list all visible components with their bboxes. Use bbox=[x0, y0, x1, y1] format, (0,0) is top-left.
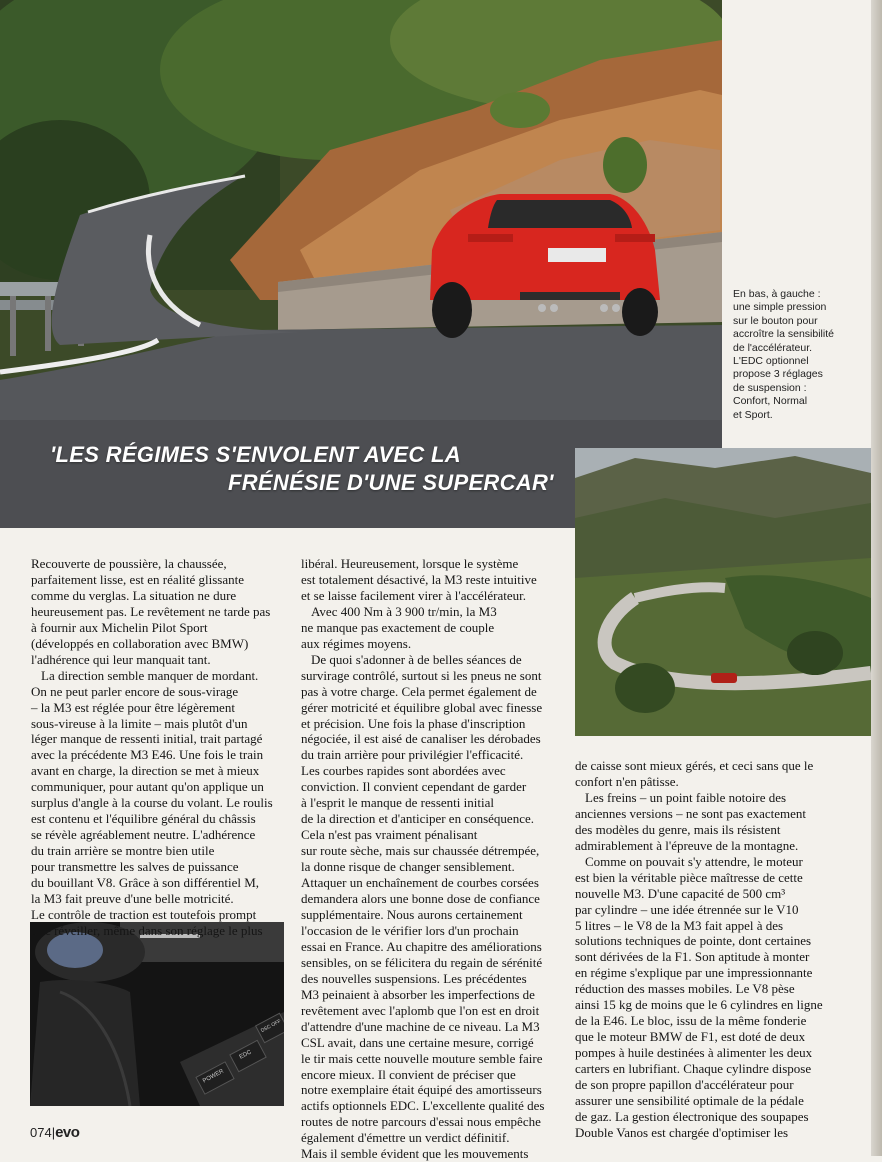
text-line: de la E46. Le bloc, issu de la même fonderie bbox=[575, 1013, 807, 1029]
text-line: des nouvelles suspensions. Les précédentes bbox=[301, 970, 527, 986]
text-line: revêtement avec l'aplomb que l'on est en droit bbox=[301, 1002, 540, 1018]
text-line: pompes à huile destinées à alimenter les deux bbox=[575, 1045, 813, 1061]
text-line: est totalement désactivé, la M3 reste intuitive bbox=[301, 571, 537, 587]
text-line: à se réveiller, même dans son réglage le plus bbox=[31, 922, 263, 938]
caption-line: de l'accélérateur. bbox=[733, 341, 813, 354]
article-column-2 bbox=[301, 556, 567, 1162]
landscape-photo-art bbox=[575, 448, 871, 736]
text-line: surplus d'angle à la course du volant. Le roulis bbox=[31, 795, 273, 811]
text-line: d'attendre d'une machine de ce niveau. La M3 bbox=[301, 1018, 540, 1034]
text-line: sous-vireuse à la limite – mais plutôt d'un bbox=[31, 715, 248, 731]
text-line: à fournir aux Michelin Pilot Sport bbox=[31, 619, 208, 635]
text-line: admirablement à l'épreuve de la montagne. bbox=[575, 837, 799, 853]
text-line: M3 peinaient à absorber les imperfections de bbox=[301, 986, 535, 1002]
text-line: le tir mais cette nouvelle mouture semble faire bbox=[301, 1050, 543, 1066]
text-line: libéral. Heureusement, lorsque le système bbox=[301, 556, 519, 571]
text-line: essai en France. Au chapitre des améliorations bbox=[301, 938, 542, 954]
text-line: routes de notre parcours d'essai nous empêche bbox=[301, 1114, 541, 1130]
text-line: nouvelle M3. D'une capacité de 500 cm³ bbox=[575, 885, 786, 901]
landscape-photo bbox=[575, 448, 871, 736]
text-line: 5 litres – le V8 de la M3 fait appel à des bbox=[575, 917, 784, 933]
caption-line: une simple pression bbox=[733, 301, 827, 314]
text-line: gérer motricité et équilibre global avec finesse bbox=[301, 699, 543, 715]
photo-caption bbox=[733, 288, 853, 422]
caption-line: sur le bouton pour bbox=[733, 314, 818, 327]
text-line: solutions techniques de pointe, dont certaines bbox=[575, 933, 812, 949]
text-line: Les courbes rapides sont abordées avec bbox=[301, 763, 506, 779]
text-line: du bouillant V8. Grâce à son différentiel M, bbox=[31, 875, 260, 891]
text-line: Attaquer un enchaînement de courbes corsées bbox=[301, 875, 539, 891]
text-line: – la M3 est réglée pour être légèrement bbox=[31, 699, 235, 715]
text-line: Les freins – un point faible notoire des bbox=[585, 789, 787, 805]
text-line: avant en charge, la direction se met à mieux bbox=[31, 763, 260, 779]
pull-quote-line-1: 'LES RÉGIMES S'ENVOLENT AVEC LA bbox=[50, 442, 461, 467]
text-line: de son propre papillon d'accélérateur pour bbox=[575, 1077, 794, 1093]
text-line: actifs optionnels EDC. L'excellente qualité des bbox=[301, 1098, 545, 1114]
text-line: et précision. Une fois la phase d'inscription bbox=[301, 715, 526, 731]
text-line: est contenu et l'équilibre général du châssis bbox=[31, 811, 256, 827]
text-line: ainsi 15 kg de moins que le 6 cylindres en ligne bbox=[575, 997, 823, 1013]
caption-line: L'EDC optionnel bbox=[733, 355, 809, 368]
text-line: par cylindre – une idée étrennée sur le V10 bbox=[575, 901, 799, 917]
text-line: avec la précédente M3 E46. Une fois le train bbox=[31, 747, 264, 763]
text-line: et se laisse facilement virer à l'accélérateur. bbox=[301, 587, 527, 603]
text-line: encore mieux. Il convient de préciser que bbox=[301, 1066, 516, 1082]
text-line: anciennes versions – ne sont pas exactement bbox=[575, 805, 807, 821]
text-line: survirage contrôlé, surtout si les pneus ne sont bbox=[301, 667, 542, 683]
caption-line: propose 3 réglages bbox=[733, 368, 823, 381]
caption-line: de suspension : bbox=[733, 381, 807, 394]
text-line: l'occasion de le vérifier lors d'un prochain bbox=[301, 922, 519, 938]
text-line: à l'esprit le manque de ressenti initial bbox=[301, 795, 494, 811]
text-line: supplémentaire. Nous aurons certainement bbox=[301, 906, 523, 922]
text-line: négociée, il est aisé de canaliser les dérobades bbox=[301, 731, 541, 747]
text-line: l'adhérence qui leur manquait tant. bbox=[31, 651, 211, 667]
text-line: notre exemplaire était équipé des amortisseurs bbox=[301, 1082, 542, 1098]
magazine-logo: evo bbox=[55, 1124, 80, 1141]
text-line: du train arrière se montre bien utile bbox=[31, 843, 215, 859]
text-line: CSL avait, dans une certaine mesure, corrigé bbox=[301, 1034, 534, 1050]
text-line: de gaz. La gestion électronique des soupapes bbox=[575, 1108, 809, 1124]
page-number: 074 bbox=[30, 1125, 52, 1140]
text-line: Double Vanos est chargée d'optimiser les bbox=[575, 1124, 789, 1140]
text-line: de caisse sont mieux gérés, et ceci sans que le bbox=[575, 758, 814, 773]
text-line: léger manque de ressenti initial, trait partagé bbox=[31, 731, 263, 747]
text-line: assurer une sensibilité optimale de la pédale bbox=[575, 1093, 804, 1109]
gear-console-art bbox=[30, 922, 284, 1106]
article-column-1 bbox=[31, 556, 293, 939]
dsc-off-button-label: DSC OFF bbox=[259, 1018, 283, 1035]
text-line: (développés en collaboration avec BMW) bbox=[31, 635, 249, 651]
text-line: des modèles du genre, mais ils résistent bbox=[575, 821, 781, 837]
page-folio bbox=[30, 1124, 79, 1141]
text-line: que le moteur BMW de F1, est doté de deux bbox=[575, 1029, 806, 1045]
text-line: sur route sèche, mais sur chaussée détrempée, bbox=[301, 843, 540, 859]
text-line: se révèle agréablement neutre. L'adhérence bbox=[31, 827, 256, 843]
folio-separator: | bbox=[51, 1125, 56, 1140]
power-button-label: POWER bbox=[202, 1068, 225, 1085]
text-line: Comme on pouvait s'y attendre, le moteur bbox=[585, 853, 803, 869]
text-line: On ne peut parler encore de sous-virage bbox=[31, 683, 239, 699]
text-line: en régime s'explique par une impressionnante bbox=[575, 965, 813, 981]
edc-button-label: EDC bbox=[238, 1049, 253, 1061]
article-column-3 bbox=[575, 758, 841, 1141]
text-line: comme du verglas. La situation ne dure bbox=[31, 587, 237, 603]
pull-quote-line-2: FRÉNÉSIE D'UNE SUPERCAR' bbox=[228, 470, 554, 495]
text-line: Avec 400 Nm à 3 900 tr/min, la M3 bbox=[311, 603, 497, 619]
text-line: est bien la véritable pièce maîtresse de cette bbox=[575, 869, 803, 885]
text-line: carters en lubrifiant. Chaque cylindre dispose bbox=[575, 1061, 812, 1077]
text-line: la donne risque de changer sensiblement. bbox=[301, 859, 515, 875]
caption-line: accroître la sensibilité bbox=[733, 328, 834, 341]
text-line: ne manque pas exactement de couple bbox=[301, 619, 495, 635]
caption-line: En bas, à gauche : bbox=[733, 288, 821, 300]
text-line: demandera alors une bonne dose de confiance bbox=[301, 891, 540, 907]
gear-console-photo bbox=[30, 922, 284, 1106]
caption-line: et Sport. bbox=[733, 408, 773, 421]
caption-line: Confort, Normal bbox=[733, 395, 808, 408]
text-line: sensibles, on se félicitera du regain de sérénité bbox=[301, 954, 543, 970]
page-gutter-edge bbox=[871, 0, 882, 1156]
text-line: sont dérivées de la F1. Son aptitude à monter bbox=[575, 949, 810, 965]
text-line: De quoi s'adonner à de belles séances de bbox=[311, 651, 522, 667]
text-line: communiquer, pour autant qu'on applique un bbox=[31, 779, 264, 795]
text-line: la M3 fait preuve d'une belle motricité. bbox=[31, 891, 234, 907]
text-line: Recouverte de poussière, la chaussée, bbox=[31, 556, 227, 571]
text-line: Mais il semble évident que les mouvements bbox=[301, 1146, 529, 1162]
text-line: du train arrière pour privilégier l'efficacité. bbox=[301, 747, 524, 763]
text-line: également d'émettre un verdict définitif. bbox=[301, 1130, 510, 1146]
text-line: réduction des masses mobiles. Le V8 pèse bbox=[575, 981, 795, 997]
text-line: parfaitement lisse, est en réalité glissante bbox=[31, 571, 244, 587]
pull-quote bbox=[0, 430, 560, 528]
text-line: La direction semble manquer de mordant. bbox=[41, 667, 259, 683]
text-line: pas à votre charge. Cela permet également de bbox=[301, 683, 537, 699]
text-line: confort n'en pâtisse. bbox=[575, 773, 679, 789]
text-line: Cela n'est pas vraiment pénalisant bbox=[301, 827, 478, 843]
text-line: pour transmettre les salves de puissance bbox=[31, 859, 239, 875]
text-line: conviction. Il convient cependant de garder bbox=[301, 779, 527, 795]
text-line: aux régimes moyens. bbox=[301, 635, 412, 651]
text-line: heureusement pas. Le revêtement ne tarde pas bbox=[31, 603, 271, 619]
text-line: de la direction et d'anticiper en conséquence. bbox=[301, 811, 534, 827]
text-line: Le contrôle de traction est toutefois prompt bbox=[31, 906, 257, 922]
